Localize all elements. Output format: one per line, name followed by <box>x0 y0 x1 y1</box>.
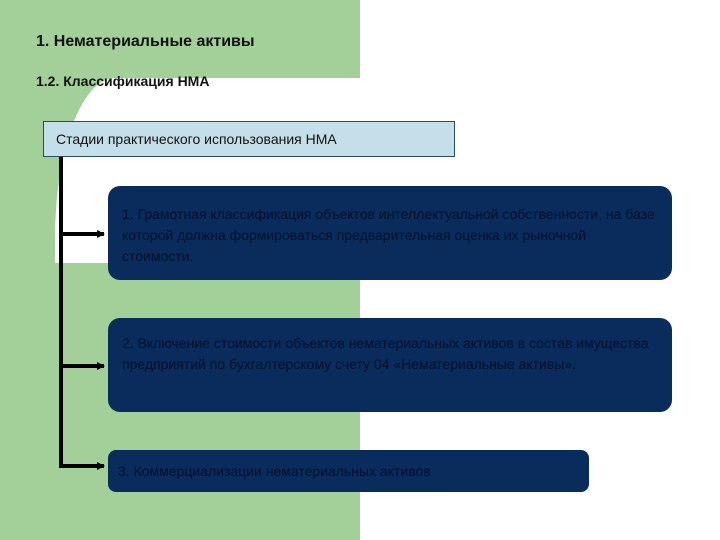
slide-subtitle: 1.2. Классификация НМА <box>36 73 210 89</box>
root-stage-label: Стадии практического использования НМА <box>56 131 337 147</box>
stage-box-3 <box>108 450 589 492</box>
stage-box-2 <box>108 318 672 412</box>
stage-text-3: 3. Коммерциализации нематериальных активов <box>118 463 431 479</box>
stage-text-2: 2. Включение стоимости объектов нематериальных активов в состав имущества предприятий по бухгалтерскому счету 04 «Нематериальные активы». <box>122 335 649 372</box>
slide-title: 1. Нематериальные активы <box>36 33 255 50</box>
root-stage-box <box>43 121 455 157</box>
stage-text-1: 1. Грамотная классификация объектов интеллектуальной собственности, на базе которой должна формироваться предварительная оценка их рыночной стоимости. <box>122 206 655 264</box>
stage-box-1 <box>108 186 672 280</box>
